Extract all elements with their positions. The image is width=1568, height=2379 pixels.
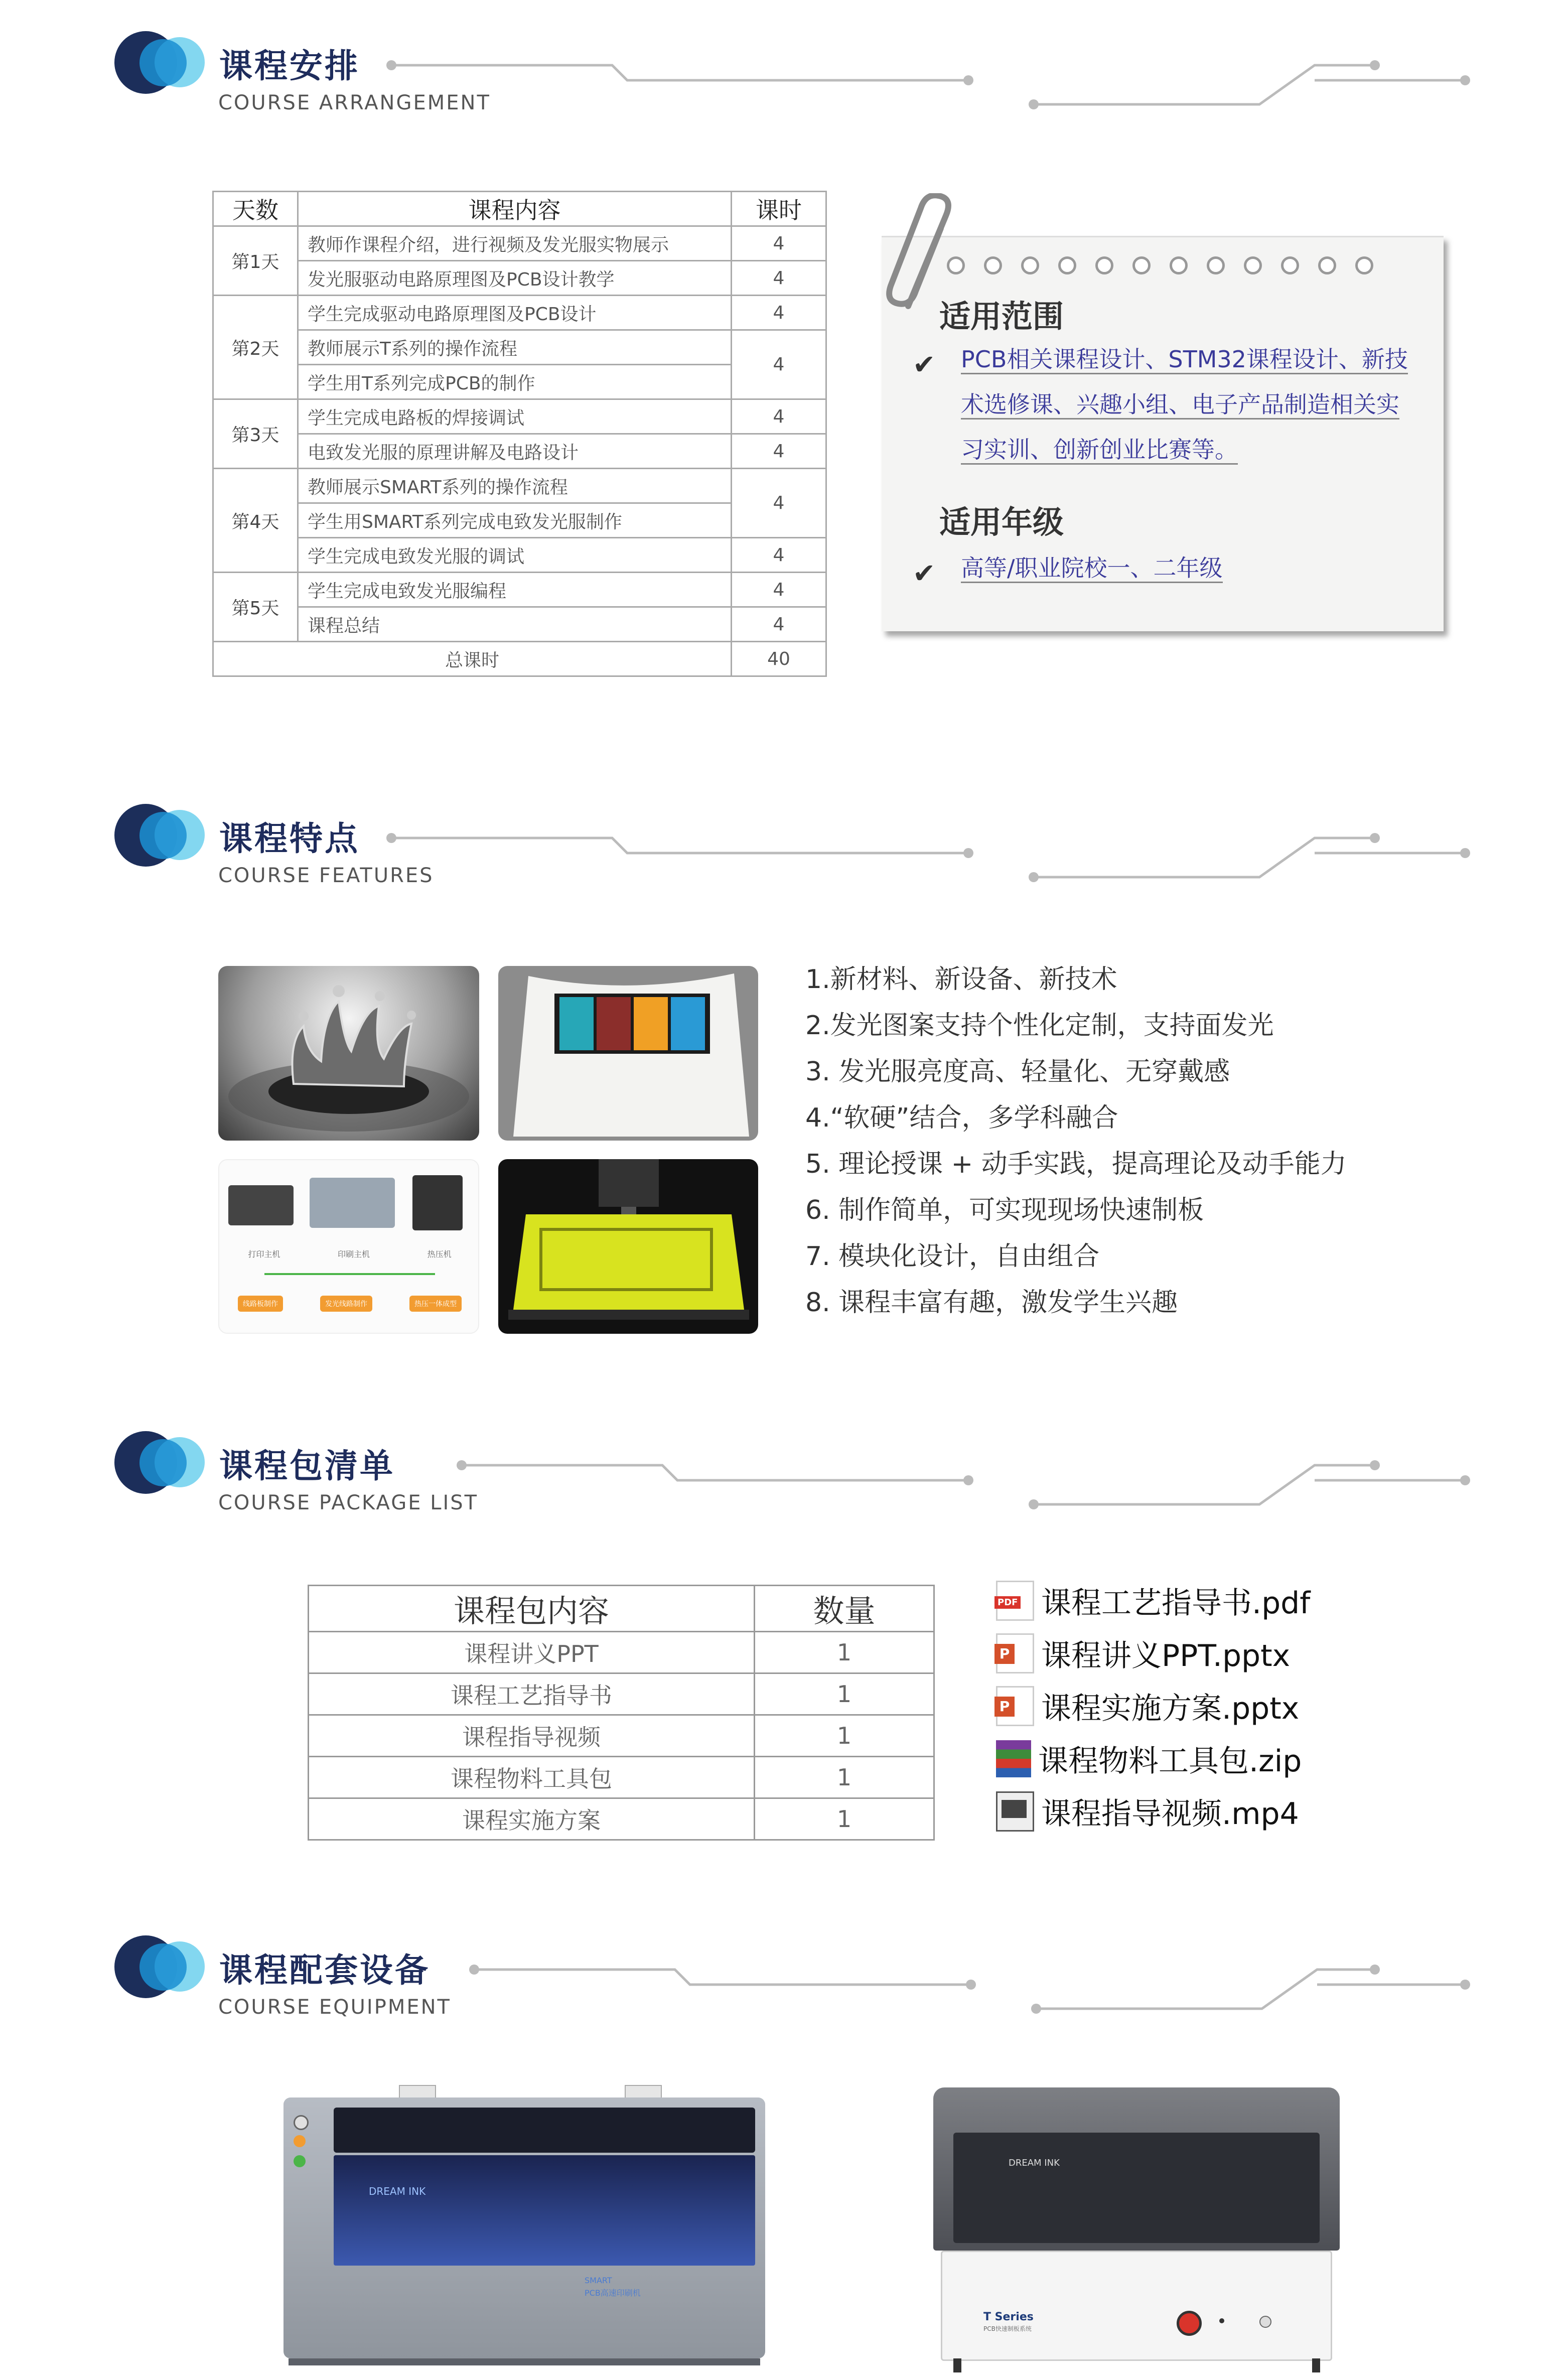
ppt-icon: P <box>996 1633 1034 1673</box>
hours-cell: 4 <box>732 538 826 573</box>
total-label: 总课时 <box>213 642 732 676</box>
package-table <box>308 1585 935 1841</box>
file-name: 课程讲义PPT.pptx <box>1041 1638 1291 1673</box>
hours-cell: 4 <box>732 296 826 330</box>
table-row <box>309 1757 934 1798</box>
scope-text <box>961 337 1412 472</box>
workflow-button: 热压一体成型 <box>409 1296 462 1312</box>
hours-cell: 4 <box>732 434 826 469</box>
video-icon <box>996 1791 1034 1832</box>
content-cell: 学生用T系列完成PCB的制作 <box>298 365 732 399</box>
table-row <box>213 296 826 330</box>
header-content: 课程内容 <box>298 192 732 226</box>
check-icon: ✔ <box>913 557 936 589</box>
decorative-line-icon <box>452 1450 1475 1510</box>
file-name: 课程指导视频.mp4 <box>1041 1796 1299 1832</box>
content-cell: 课程总结 <box>298 607 732 642</box>
file-item-pdf[interactable] <box>996 1578 1310 1623</box>
day-cell: 第4天 <box>213 469 298 573</box>
section-features <box>0 773 1568 1375</box>
section-subtitle: COURSE PACKAGE LIST <box>218 1491 479 1514</box>
section-title: 课程包清单 <box>219 1447 395 1485</box>
file-item-zip[interactable] <box>996 1736 1302 1781</box>
item-name: 课程讲义PPT <box>309 1632 755 1673</box>
section-logo-icon <box>114 1935 197 1998</box>
content-cell: 教师展示SMART系列的操作流程 <box>298 469 732 503</box>
hours-cell: 4 <box>732 469 826 538</box>
file-name: 课程物料工具包.zip <box>1038 1744 1302 1779</box>
section-logo-icon <box>114 31 197 94</box>
printing-board-photo <box>498 1159 758 1334</box>
workflow-label: 热压机 <box>427 1249 452 1259</box>
model-label: SMART <box>585 2276 612 2285</box>
workflow-button: 发光线路制作 <box>320 1296 372 1312</box>
header-day: 天数 <box>213 192 298 226</box>
item-name: 课程物料工具包 <box>309 1757 755 1798</box>
power-button[interactable] <box>1177 2311 1202 2336</box>
table-row <box>213 261 826 296</box>
item-qty: 1 <box>755 1632 934 1673</box>
paperclip-icon <box>878 193 963 314</box>
file-name: 课程实施方案.pptx <box>1041 1691 1300 1726</box>
brand-label: DREAM INK <box>1009 2158 1060 2168</box>
pdf-icon: PDF <box>996 1581 1034 1621</box>
hours-cell: 4 <box>732 261 826 296</box>
file-item-ppt[interactable] <box>996 1631 1290 1676</box>
content-cell: 学生完成电致发光服编程 <box>298 573 732 607</box>
content-cell: 学生完成驱动电路原理图及PCB设计 <box>298 296 732 330</box>
section-logo-icon <box>114 1431 197 1494</box>
workflow-label: 打印主机 <box>248 1249 280 1259</box>
notebook-holes <box>947 256 1392 276</box>
scope-line: 习实训、创新创业比赛等。 <box>961 436 1238 465</box>
list-item: 6. 制作简单，可实现现场快速制板 <box>805 1195 1204 1225</box>
content-cell: 发光服驱动电路原理图及PCB设计教学 <box>298 261 732 296</box>
content-cell: 电致发光服的原理讲解及电路设计 <box>298 434 732 469</box>
t-series-machine-image <box>933 2087 1340 2373</box>
section-arrangement <box>0 0 1568 703</box>
day-cell: 第2天 <box>213 296 298 399</box>
table-row <box>213 469 826 503</box>
content-cell: 学生完成电路板的焊接调试 <box>298 399 732 434</box>
table-total-row <box>213 642 826 676</box>
table-row <box>213 399 826 434</box>
content-cell: 学生用SMART系列完成电致发光服制作 <box>298 503 732 538</box>
table-row <box>213 607 826 642</box>
workflow-button: 线路板制作 <box>238 1296 283 1312</box>
grade-title: 适用年级 <box>939 504 1064 540</box>
file-item-ppt[interactable] <box>996 1684 1299 1729</box>
section-title: 课程特点 <box>219 819 360 858</box>
zip-icon <box>996 1740 1031 1777</box>
item-qty: 1 <box>755 1757 934 1798</box>
list-item: 8. 课程丰富有趣，激发学生兴趣 <box>805 1288 1178 1318</box>
list-item: 2.发光图案支持个性化定制，支持面发光 <box>805 1011 1274 1041</box>
table-row <box>309 1798 934 1840</box>
check-icon: ✔ <box>913 349 936 380</box>
item-qty: 1 <box>755 1673 934 1715</box>
content-cell: 学生完成电致发光服的调试 <box>298 538 732 573</box>
content-cell: 教师展示T系列的操作流程 <box>298 330 732 365</box>
section-subtitle: COURSE EQUIPMENT <box>218 1996 451 2019</box>
list-item: 4.“软硬”结合，多学科融合 <box>805 1103 1118 1133</box>
decorative-line-icon <box>381 823 1475 883</box>
list-item: 7. 模块化设计，自由组合 <box>805 1241 1100 1272</box>
table-row <box>309 1715 934 1757</box>
workflow-label: 印刷主机 <box>337 1249 370 1259</box>
item-qty: 1 <box>755 1798 934 1840</box>
scope-title: 适用范围 <box>939 298 1064 335</box>
hours-cell: 4 <box>732 573 826 607</box>
schedule-table <box>212 191 827 677</box>
features-list <box>805 956 1347 1326</box>
model-label: T Series <box>983 2311 1034 2323</box>
table-header-row <box>309 1586 934 1632</box>
ppt-icon: P <box>996 1686 1034 1726</box>
grade-text <box>961 545 1412 591</box>
header-qty: 数量 <box>755 1586 934 1632</box>
table-row <box>213 573 826 607</box>
section-subtitle: COURSE FEATURES <box>218 864 434 887</box>
section-title: 课程安排 <box>219 47 360 85</box>
table-row <box>213 434 826 469</box>
workflow-photo <box>218 1159 479 1334</box>
content-cell: 教师作课程介绍，进行视频及发光服实物展示 <box>298 226 732 261</box>
decorative-line-icon <box>381 50 1475 110</box>
day-cell: 第5天 <box>213 573 298 642</box>
liquid-splash-photo <box>218 966 479 1141</box>
header-hours: 课时 <box>732 192 826 226</box>
table-row <box>309 1673 934 1715</box>
day-cell: 第1天 <box>213 226 298 296</box>
file-name: 课程工艺指导书.pdf <box>1041 1586 1311 1621</box>
table-row <box>213 226 826 261</box>
table-header-row <box>213 192 826 226</box>
file-item-video[interactable] <box>996 1789 1299 1834</box>
smart-machine-image <box>283 2085 765 2366</box>
header-content: 课程包内容 <box>309 1586 755 1632</box>
hours-cell: 4 <box>732 226 826 261</box>
day-cell: 第3天 <box>213 399 298 469</box>
hours-cell: 4 <box>732 330 826 399</box>
item-name: 课程实施方案 <box>309 1798 755 1840</box>
item-qty: 1 <box>755 1715 934 1757</box>
list-item: 1.新材料、新设备、新技术 <box>805 964 1117 995</box>
grade-line: 高等/职业院校一、二年级 <box>961 554 1223 583</box>
item-name: 课程指导视频 <box>309 1715 755 1757</box>
section-title: 课程配套设备 <box>219 1951 430 1990</box>
scope-line: PCB相关课程设计、STM32课程设计、新技 <box>961 346 1408 374</box>
hours-cell: 4 <box>732 607 826 642</box>
item-name: 课程工艺指导书 <box>309 1673 755 1715</box>
table-row <box>309 1632 934 1673</box>
hours-cell: 4 <box>732 399 826 434</box>
list-item: 5. 理论授课 + 动手实践，提高理论及动手能力 <box>805 1149 1347 1179</box>
model-desc: PCB高速印刷机 <box>585 2288 641 2298</box>
section-subtitle: COURSE ARRANGEMENT <box>218 91 491 114</box>
section-logo-icon <box>114 804 197 867</box>
list-item: 3. 发光服亮度高、轻量化、无穿戴感 <box>805 1057 1230 1087</box>
section-equipment <box>0 1904 1568 2379</box>
model-desc: PCB快速制板系统 <box>983 2325 1032 2332</box>
brand-label: DREAM INK <box>369 2185 426 2197</box>
decorative-line-icon <box>464 1954 1475 2015</box>
table-row <box>213 538 826 573</box>
scope-line: 术选修课、兴趣小组、电子产品制造相关实 <box>961 391 1399 419</box>
table-row <box>213 330 826 365</box>
scope-card <box>882 236 1444 631</box>
glowing-shirt-photo <box>498 966 758 1141</box>
total-hours: 40 <box>732 642 826 676</box>
